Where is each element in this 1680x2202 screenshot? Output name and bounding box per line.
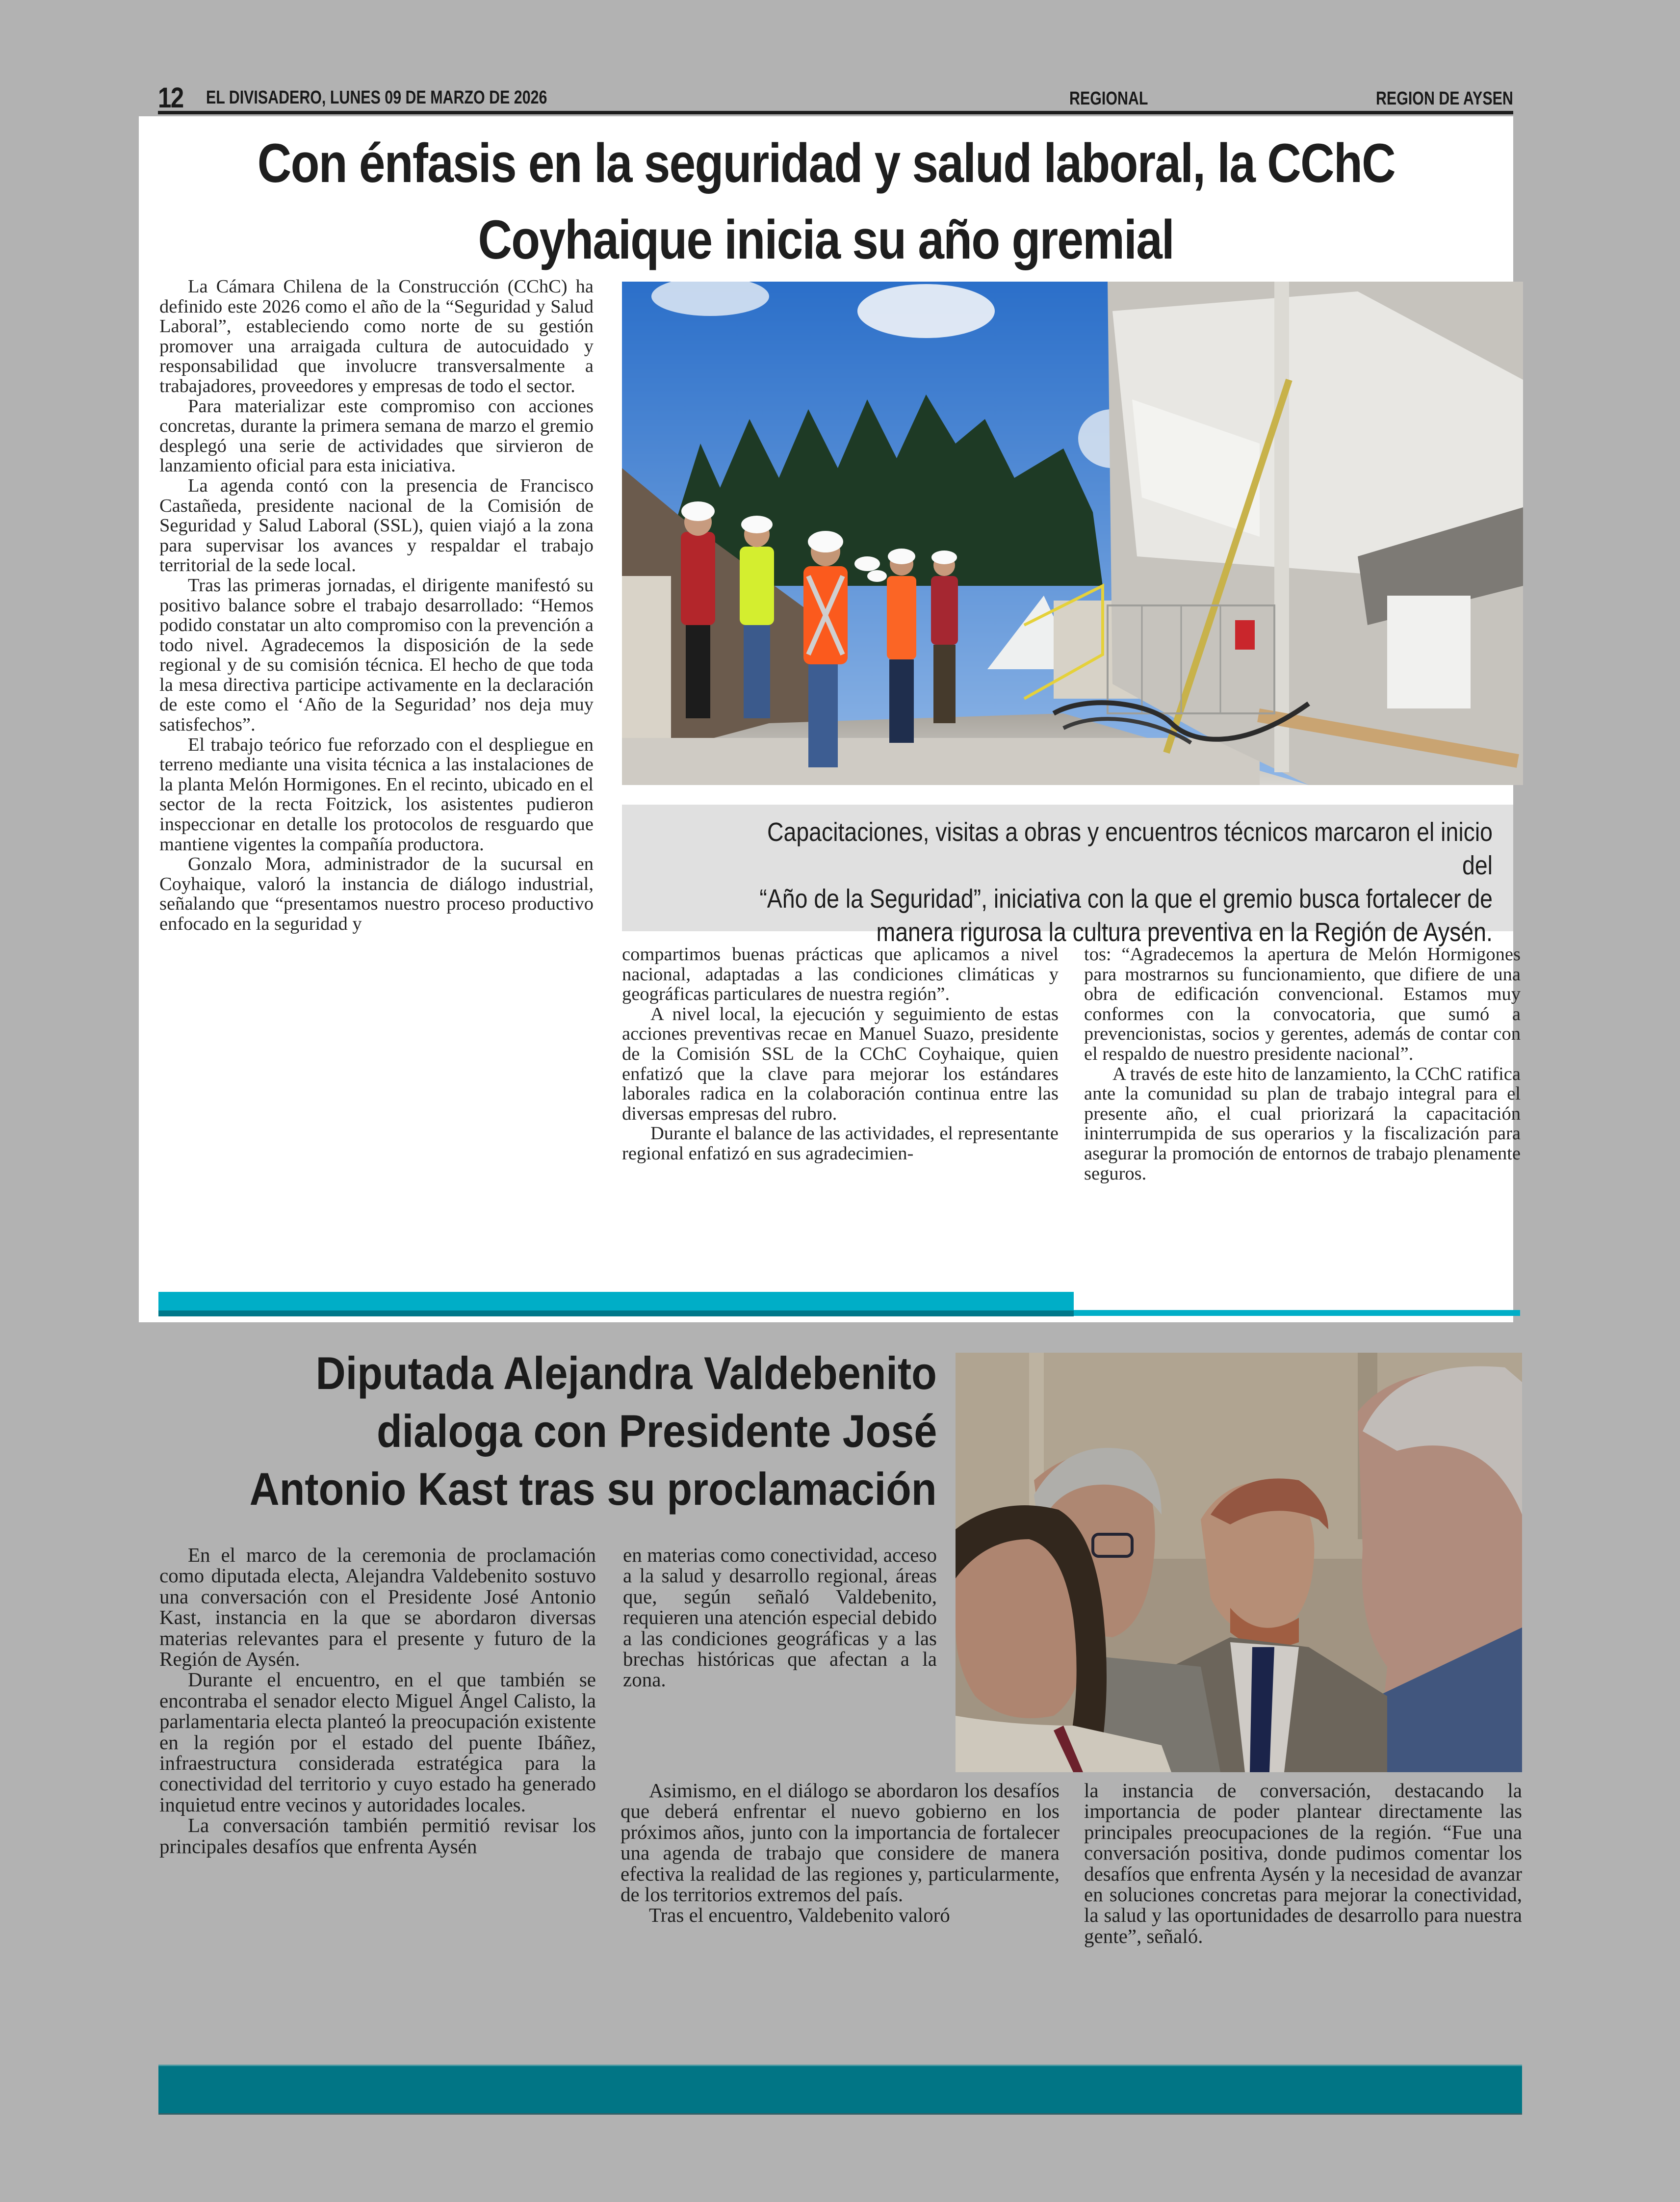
paragraph: Asimismo, en el diálogo se abordaron los desafíos que deberá enfrentar el nuevo gobierno en los próximos años, junto con la importancia de fortalecer una agenda de trabajo que considere de manera efectiva la realidad de las regiones y, particularmente, de los territorios extremos del país. (620, 1779, 1060, 1906)
paragraph: La conversación también permitió revisar los principales desafíos que enfrenta Aysén (159, 1814, 596, 1858)
caption-line: manera rigurosa la cultura preventiva en la Región de Aysén. (876, 918, 1493, 947)
paragraph: Tras las primeras jornadas, el dirigente manifestó su positivo balance sobre el trabajo desarrollado: “Hemos podido constatar un alto compromiso con la prevención a todo nivel. Agradecemos la disposición de la sede regional y de su comisión técnica. El hecho de que toda la mesa directiva participe activamente en la declaración de este como el ‘Año de la Seguridad’ nos deja muy satisfechos”. (159, 575, 594, 735)
headline-line: Diputada Alejandra Valdebenito (315, 1347, 937, 1399)
section-label: REGIONAL (1069, 88, 1148, 109)
construction-site-image (622, 282, 1523, 785)
paragraph: la instancia de conversación, destacando la importancia de poder plantear directamente las principales preocupaciones de la región. “Fue una conversación positiva, donde pudimos comentar los desafíos que enfrenta Aysén y la necesidad de avanzar en soluciones concretas para mejorar la conectividad, la salud y las oportunidades de desarrollo para nuestra gente”, señaló. (1084, 1779, 1522, 1947)
article-2-photo (956, 1353, 1522, 1772)
headline-line: Antonio Kast tras su proclamación (250, 1463, 937, 1515)
article-1-headline (139, 125, 1513, 278)
paragraph: Durante el balance de las actividades, el representante regional enfatizó en sus agradecimien- (622, 1123, 1059, 1164)
paragraph: A nivel local, la ejecución y seguimiento de estas acciones preventivas recae en Manuel Suazo, presidente de la Comisión SSL de la CChC Coyhaique, quien enfatizó que la clave para mejorar los estándares laborales radica en la colaboración continua entre las diversas empresas del rubro. (622, 1003, 1059, 1124)
page-number: 12 (158, 82, 183, 114)
article-2-column-2b (620, 1780, 1060, 1926)
article-2-column-1 (159, 1545, 596, 1857)
caption-line: Capacitaciones, visitas a obras y encuentros técnicos marcaron el inicio del (767, 817, 1493, 880)
paragraph: La Cámara Chilena de la Construcción (CChC) ha definido este 2026 como el año de la “Seguridad y Salud Laboral”, estableciendo como norte de su gestión promover una arraigada cultura de autocuidado y responsabilidad que involucre transversalmente a trabajadores, proveedores y empresas de todo el sector. (159, 276, 594, 396)
paragraph: Tras el encuentro, Valdebenito valoró (649, 1904, 950, 1927)
paragraph: En el marco de la ceremonia de proclamación como diputada electa, Alejandra Valdebenito sostuvo una conversación con el Presidente José Antonio Kast, instancia en la que se abordaron diversas materias relevantes para el presente y futuro de la Región de Aysén. (159, 1544, 596, 1671)
paragraph: tos: “Agradecemos la apertura de Melón Hormigones para mostrarnos su funcionamiento, que difiere de una obra de edificación convencional. Estamos muy conformes con la convocatoria, que sumó a prevencionistas, socios y gerentes, además de contar con el respaldo de nuestro presidente nacional”. (1084, 944, 1521, 1064)
article-2-column-2a (623, 1545, 937, 1690)
article-1-column-3 (1084, 944, 1521, 1183)
paragraph: Para materializar este compromiso con acciones concretas, durante la primera semana de marzo el gremio desplegó una serie de actividades que sirvieron de lanzamiento oficial para esta iniciativa. (159, 395, 594, 476)
headline-line: dialoga con Presidente José (376, 1405, 937, 1457)
paragraph: Gonzalo Mora, administrador de la sucursal en Coyhaique, valoró la instancia de diálogo industrial, señalando que “presentamos nuestro proceso productivo enfocado en la seguridad y (159, 854, 594, 934)
section-divider-thin-bar (1074, 1310, 1520, 1316)
region-label: REGION DE AYSEN (1376, 88, 1513, 109)
paragraph: El trabajo teórico fue reforzado con el despliegue en terreno mediante una visita técnica a las instalaciones de la planta Melón Hormigones. En el recinto, ubicado en el sector de la recta Foitzick, los asistentes pudieron inspeccionar en detalle los protocolos de resguardo que mantiene vigentes la compañía productora. (159, 734, 594, 855)
page-header (158, 82, 1513, 114)
article-1-column-2 (622, 944, 1059, 1164)
section-divider-bar (158, 1292, 1074, 1311)
paragraph: compartimos buenas prácticas que aplicamos a nivel nacional, adaptadas a las condiciones climáticas y geográficas particulares de nuestra región”. (622, 944, 1059, 1005)
article-2-column-3 (1084, 1780, 1522, 1946)
paragraph: A través de este hito de lanzamiento, la CChC ratifica ante la comunidad su plan de trabajo integral para el presente año, el cual priorizará la capacitación ininterrumpida de sus operarios y la fiscalización para asegurar la promoción de entornos de trabajo plenamente seguros. (1084, 1063, 1521, 1184)
article-1-column-1 (159, 277, 594, 934)
article-1-photo-caption (622, 805, 1513, 947)
paragraph: Durante el encuentro, en el que también se encontraba el senador electo Miguel Ángel Calisto, la parlamentaria electa planteó la preocupación existente en la región por el estado del puente Ibáñez, infraestructura considerada estratégica para la conectividad del territorio y cuyo estado ha generado inquietud entre vecinos y autoridades locales. (159, 1668, 596, 1816)
headline-line: Con énfasis en la seguridad y salud laboral, la CChC (257, 132, 1395, 194)
paper-name-date: EL DIVISADERO, LUNES 09 DE MARZO DE 2026 (206, 87, 547, 108)
footer-bar (158, 2065, 1522, 2115)
paragraph: La agenda contó con la presencia de Francisco Castañeda, presidente nacional de la Comisión de Seguridad y Salud Laboral (SSL), quien viajó a la zona para supervisar los avances y respaldar el trabajo territorial de la sede local. (159, 475, 594, 576)
people-conversation-image (956, 1353, 1522, 1772)
section-divider-bar-shadow (158, 1311, 1074, 1316)
paragraph: en materias como conectividad, acceso a la salud y desarrollo regional, áreas que, según señaló Valdebenito, requieren una atención especial debido a las condiciones geográficas y a las brechas históricas que afectan a la zona. (623, 1544, 937, 1691)
article-1-photo (622, 282, 1523, 785)
article-2-headline (162, 1344, 937, 1518)
headline-line: Coyhaique inicia su año gremial (478, 209, 1174, 270)
caption-line: “Año de la Seguridad”, iniciativa con la que el gremio busca fortalecer de (759, 884, 1493, 914)
